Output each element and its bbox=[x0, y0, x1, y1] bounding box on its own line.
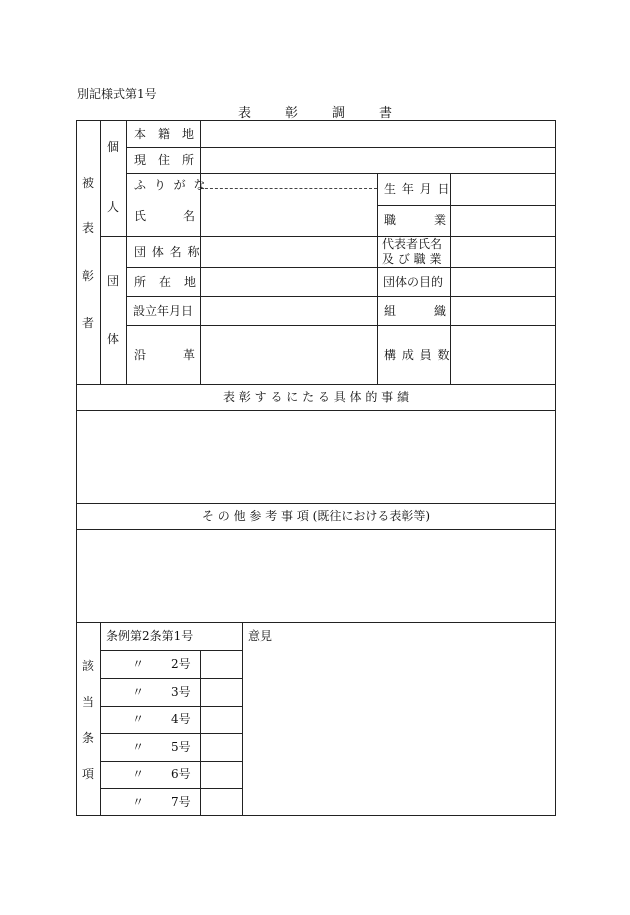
divider bbox=[126, 120, 127, 384]
divider bbox=[100, 706, 242, 707]
ditto-mark: 〃 bbox=[132, 657, 145, 671]
structure-label: 組 bbox=[384, 304, 397, 318]
articles-label: 該 bbox=[81, 659, 94, 673]
location-label: 在 bbox=[159, 275, 172, 289]
awardee-label: 彰 bbox=[81, 269, 94, 283]
structure-label: 織 bbox=[434, 304, 447, 318]
divider bbox=[100, 733, 242, 734]
furigana-label: ふ り が な bbox=[134, 178, 208, 192]
divider bbox=[100, 761, 242, 762]
history-label: 革 bbox=[183, 348, 196, 362]
divider bbox=[76, 410, 556, 411]
members-label: 構 成 員 数 bbox=[384, 348, 451, 362]
articles-label: 当 bbox=[81, 695, 94, 709]
article-first: 条例第2条第1号 bbox=[106, 629, 194, 643]
birth-date-label: 生 年 月 日 bbox=[384, 182, 451, 196]
divider bbox=[100, 622, 101, 816]
established-label: 設立年月日 bbox=[133, 304, 194, 318]
ditto-mark: 〃 bbox=[132, 712, 145, 726]
organization-label: 団 bbox=[106, 274, 119, 288]
article-item: 3号 bbox=[171, 685, 191, 699]
divider bbox=[100, 236, 556, 237]
purpose-label: 団体の目的 bbox=[383, 275, 444, 289]
name-label: 名 bbox=[183, 209, 196, 223]
representative-label: 及 び 職 業 bbox=[382, 252, 442, 266]
location-label: 所 bbox=[134, 275, 147, 289]
individual-label: 人 bbox=[106, 200, 119, 214]
title-char: 書 bbox=[379, 106, 393, 121]
location-label: 地 bbox=[184, 275, 197, 289]
divider bbox=[76, 503, 556, 504]
ditto-mark: 〃 bbox=[132, 740, 145, 754]
articles-label: 項 bbox=[81, 767, 94, 781]
current-address-label: 現 住 所 bbox=[134, 153, 195, 167]
divider bbox=[76, 622, 556, 623]
representative-label: 代表者氏名 bbox=[382, 237, 443, 251]
article-item: 2号 bbox=[171, 657, 191, 671]
divider bbox=[377, 205, 556, 206]
article-item: 7号 bbox=[171, 795, 191, 809]
article-item: 4号 bbox=[171, 712, 191, 726]
divider bbox=[100, 120, 101, 384]
org-name-label: 団 体 名 称 bbox=[134, 245, 201, 259]
divider bbox=[126, 267, 556, 268]
achievements-heading: 表 彰 す る に た る 具 体 的 事 績 bbox=[223, 390, 409, 404]
divider bbox=[242, 622, 243, 816]
registered-domicile-label: 本 籍 地 bbox=[134, 127, 195, 141]
awardee-label: 者 bbox=[81, 316, 94, 330]
divider bbox=[100, 678, 242, 679]
awardee-label: 被 bbox=[81, 176, 94, 190]
form-number: 別記様式第1号 bbox=[77, 87, 157, 101]
ditto-mark: 〃 bbox=[132, 795, 145, 809]
occupation-label: 職 bbox=[384, 213, 397, 227]
article-item: 5号 bbox=[171, 740, 191, 754]
organization-label: 体 bbox=[106, 332, 119, 346]
divider bbox=[126, 173, 556, 174]
individual-label: 個 bbox=[106, 140, 119, 154]
article-item: 6号 bbox=[171, 767, 191, 781]
opinion-label: 意見 bbox=[248, 629, 273, 643]
divider bbox=[126, 147, 556, 148]
divider bbox=[126, 325, 556, 326]
title-char: 調 bbox=[332, 106, 346, 121]
divider bbox=[100, 788, 242, 789]
ditto-mark: 〃 bbox=[132, 767, 145, 781]
ditto-mark: 〃 bbox=[132, 685, 145, 699]
dashed-divider bbox=[200, 188, 377, 189]
title-char: 彰 bbox=[285, 106, 299, 121]
divider bbox=[76, 384, 556, 385]
title-char: 表 bbox=[238, 106, 252, 121]
articles-label: 条 bbox=[81, 731, 94, 745]
name-label: 氏 bbox=[134, 209, 147, 223]
divider bbox=[76, 529, 556, 530]
awardee-label: 表 bbox=[81, 221, 94, 235]
document-title bbox=[238, 102, 392, 121]
divider bbox=[126, 296, 556, 297]
divider bbox=[100, 650, 242, 651]
history-label: 沿 bbox=[134, 348, 147, 362]
form-table bbox=[76, 120, 556, 816]
occupation-label: 業 bbox=[434, 213, 447, 227]
other-references-heading: そ の 他 参 考 事 項 (既往における表彰等) bbox=[201, 509, 431, 523]
